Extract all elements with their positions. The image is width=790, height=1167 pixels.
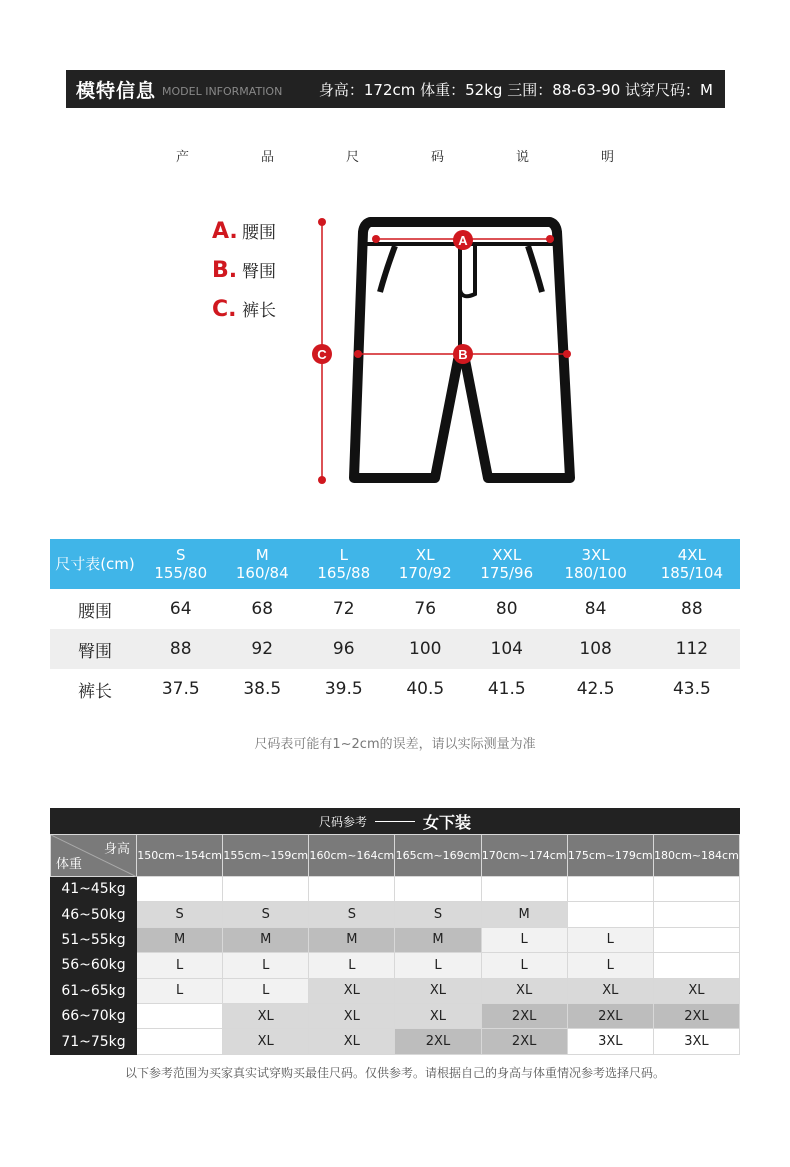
- size-cell: [137, 877, 223, 902]
- size-cell: [567, 902, 653, 927]
- size-cell: M: [137, 927, 223, 952]
- weight-label: 56~60kg: [51, 953, 137, 978]
- legend-letter: A.: [212, 219, 238, 244]
- table-cell: 76: [414, 599, 437, 619]
- size-column: [548, 539, 644, 589]
- legend-letter: B.: [212, 258, 238, 283]
- size-table-note: 尺码表可能有1~2cm的误差，请以实际测量为准: [254, 737, 536, 752]
- size-cell: XL: [223, 1003, 309, 1028]
- size-cell: L: [223, 978, 309, 1003]
- heading-char: 明: [600, 150, 614, 165]
- height-header: 180cm~184cm: [653, 835, 739, 877]
- size-cell: M: [223, 927, 309, 952]
- size-label: L: [339, 546, 348, 564]
- size-spec: 175/96: [480, 564, 534, 582]
- size-cell: XL: [395, 978, 481, 1003]
- divider: [375, 821, 415, 822]
- size-cell: XL: [567, 978, 653, 1003]
- size-cell: XL: [309, 1003, 395, 1028]
- marker-c: C: [317, 347, 327, 362]
- table-cell: 104: [466, 629, 548, 669]
- size-description-heading: [140, 146, 650, 165]
- row-label: 裤长: [78, 681, 112, 702]
- table-cell: 80: [495, 599, 518, 619]
- weight-label: 66~70kg: [51, 1003, 137, 1028]
- weight-label: 61~65kg: [51, 978, 137, 1003]
- size-cell: 2XL: [481, 1029, 567, 1054]
- size-cell: [567, 877, 653, 902]
- marker-a: A: [458, 233, 468, 248]
- legend-item-waist: [212, 218, 276, 257]
- table-cell: 68: [251, 599, 274, 619]
- reference-title-bar: [50, 808, 740, 834]
- size-cell: L: [137, 953, 223, 978]
- table-row: [50, 589, 740, 629]
- heading-char: 尺: [345, 150, 359, 165]
- legend-item-length: [212, 296, 276, 335]
- legend-letter: C.: [212, 297, 237, 322]
- size-table-header: 尺寸表(cm): [50, 539, 140, 589]
- size-spec: 155/80: [154, 564, 208, 582]
- heading-char: 说: [515, 150, 529, 165]
- size-cell: L: [567, 953, 653, 978]
- size-label: 3XL: [581, 546, 610, 564]
- size-column: [303, 539, 385, 589]
- size-cell: [653, 902, 739, 927]
- table-cell: 42.5: [576, 679, 615, 699]
- size-spec: 165/88: [317, 564, 371, 582]
- size-cell: XL: [309, 1029, 395, 1054]
- height-header: 155cm~159cm: [223, 835, 309, 877]
- row-label: 臀围: [50, 629, 140, 669]
- reference-title-big: 女下装: [423, 812, 472, 832]
- size-cell: L: [481, 953, 567, 978]
- size-cell: XL: [481, 978, 567, 1003]
- size-column: [385, 539, 467, 589]
- reference-title-small: 尺码参考: [318, 814, 367, 829]
- table-cell: 64: [169, 599, 192, 619]
- model-info-bar: [66, 70, 725, 108]
- weight-label: 41~45kg: [51, 877, 137, 902]
- table-cell: 72: [332, 599, 355, 619]
- table-row: [50, 629, 740, 669]
- size-cell: S: [223, 902, 309, 927]
- marker-b: B: [458, 347, 468, 362]
- table-cell: 88: [140, 629, 222, 669]
- size-cell: M: [481, 902, 567, 927]
- size-column: [644, 539, 740, 589]
- size-cell: [653, 953, 739, 978]
- size-cell: [137, 1029, 223, 1054]
- size-cell: M: [395, 927, 481, 952]
- reference-note: 以下参考范围为买家真实试穿购买最佳尺码。仅供参考。请根据自己的身高与体重情况参考选择尺码。: [124, 1066, 665, 1080]
- table-cell: 100: [385, 629, 467, 669]
- table-cell: 112: [644, 629, 740, 669]
- size-cell: [653, 927, 739, 952]
- size-cell: L: [567, 927, 653, 952]
- size-cell: XL: [223, 1029, 309, 1054]
- height-header: 170cm~174cm: [481, 835, 567, 877]
- size-spec: 185/104: [660, 564, 724, 582]
- legend-label: 裤长: [242, 301, 276, 321]
- row-label: 腰围: [78, 601, 112, 622]
- height-header: 160cm~164cm: [309, 835, 395, 877]
- length-measure-line: [312, 218, 332, 484]
- table-row: [51, 978, 740, 1003]
- weight-label: 46~50kg: [51, 902, 137, 927]
- size-spec: 170/92: [398, 564, 452, 582]
- size-column: [466, 539, 548, 589]
- size-cell: S: [395, 902, 481, 927]
- size-cell: 3XL: [653, 1029, 739, 1054]
- size-cell: S: [309, 902, 395, 927]
- size-reference-table: [50, 834, 740, 1055]
- table-cell: 92: [222, 629, 304, 669]
- size-cell: L: [309, 953, 395, 978]
- size-column: [222, 539, 304, 589]
- table-cell: 84: [584, 599, 607, 619]
- size-spec: 160/84: [235, 564, 289, 582]
- size-label: XXL: [492, 546, 522, 564]
- heading-char: 码: [430, 150, 444, 165]
- height-header: 150cm~154cm: [137, 835, 223, 877]
- heading-char: 产: [175, 150, 189, 165]
- table-row: [50, 669, 740, 709]
- height-header: 165cm~169cm: [395, 835, 481, 877]
- size-label: S: [175, 546, 186, 564]
- table-cell: 38.5: [243, 679, 282, 699]
- size-label: 4XL: [677, 546, 706, 564]
- size-cell: 3XL: [567, 1029, 653, 1054]
- table-cell: 39.5: [324, 679, 363, 699]
- table-cell: 108: [548, 629, 644, 669]
- size-cell: 2XL: [395, 1029, 481, 1054]
- size-cell: L: [481, 927, 567, 952]
- table-cell: 37.5: [161, 679, 200, 699]
- size-label: XL: [415, 546, 435, 564]
- table-row: [51, 902, 740, 927]
- size-cell: 2XL: [653, 1003, 739, 1028]
- legend-label: 臀围: [242, 262, 276, 282]
- size-cell: [395, 877, 481, 902]
- weight-label: 51~55kg: [51, 927, 137, 952]
- size-cell: XL: [653, 978, 739, 1003]
- size-cell: XL: [395, 1003, 481, 1028]
- table-cell: 41.5: [487, 679, 526, 699]
- size-cell: S: [137, 902, 223, 927]
- table-cell: 43.5: [672, 679, 711, 699]
- size-label: M: [255, 546, 269, 564]
- shorts-diagram: [300, 210, 590, 500]
- size-cell: L: [137, 978, 223, 1003]
- size-cell: XL: [309, 978, 395, 1003]
- table-cell: 40.5: [406, 679, 445, 699]
- size-cell: L: [223, 953, 309, 978]
- table-row: [51, 1003, 740, 1028]
- model-info-title: 模特信息: [76, 79, 157, 102]
- table-row: [51, 1029, 740, 1054]
- table-row: [51, 877, 740, 902]
- size-cell: [653, 877, 739, 902]
- size-cell: [481, 877, 567, 902]
- measurement-legend: [212, 218, 276, 335]
- height-header: 175cm~179cm: [567, 835, 653, 877]
- table-row: [51, 927, 740, 952]
- size-cell: [137, 1003, 223, 1028]
- corner-header: [51, 835, 137, 877]
- heading-char: 品: [260, 150, 274, 165]
- table-row: [51, 953, 740, 978]
- size-cell: 2XL: [481, 1003, 567, 1028]
- corner-weight-label: 体重: [56, 857, 83, 872]
- size-table: [50, 539, 740, 709]
- size-spec: 180/100: [564, 564, 627, 582]
- size-cell: [223, 877, 309, 902]
- legend-item-hip: [212, 257, 276, 296]
- table-cell: 96: [303, 629, 385, 669]
- legend-label: 腰围: [242, 223, 276, 243]
- size-cell: 2XL: [567, 1003, 653, 1028]
- size-cell: [309, 877, 395, 902]
- size-column: [140, 539, 222, 589]
- model-info-subtitle: MODEL INFORMATION: [162, 84, 283, 98]
- size-cell: L: [395, 953, 481, 978]
- weight-label: 71~75kg: [51, 1029, 137, 1054]
- size-cell: M: [309, 927, 395, 952]
- model-stats: 身高：172cm 体重：52kg 三围：88-63-90 试穿尺码：M: [318, 80, 713, 99]
- table-cell: 88: [681, 599, 703, 619]
- corner-height-label: 身高: [103, 842, 130, 857]
